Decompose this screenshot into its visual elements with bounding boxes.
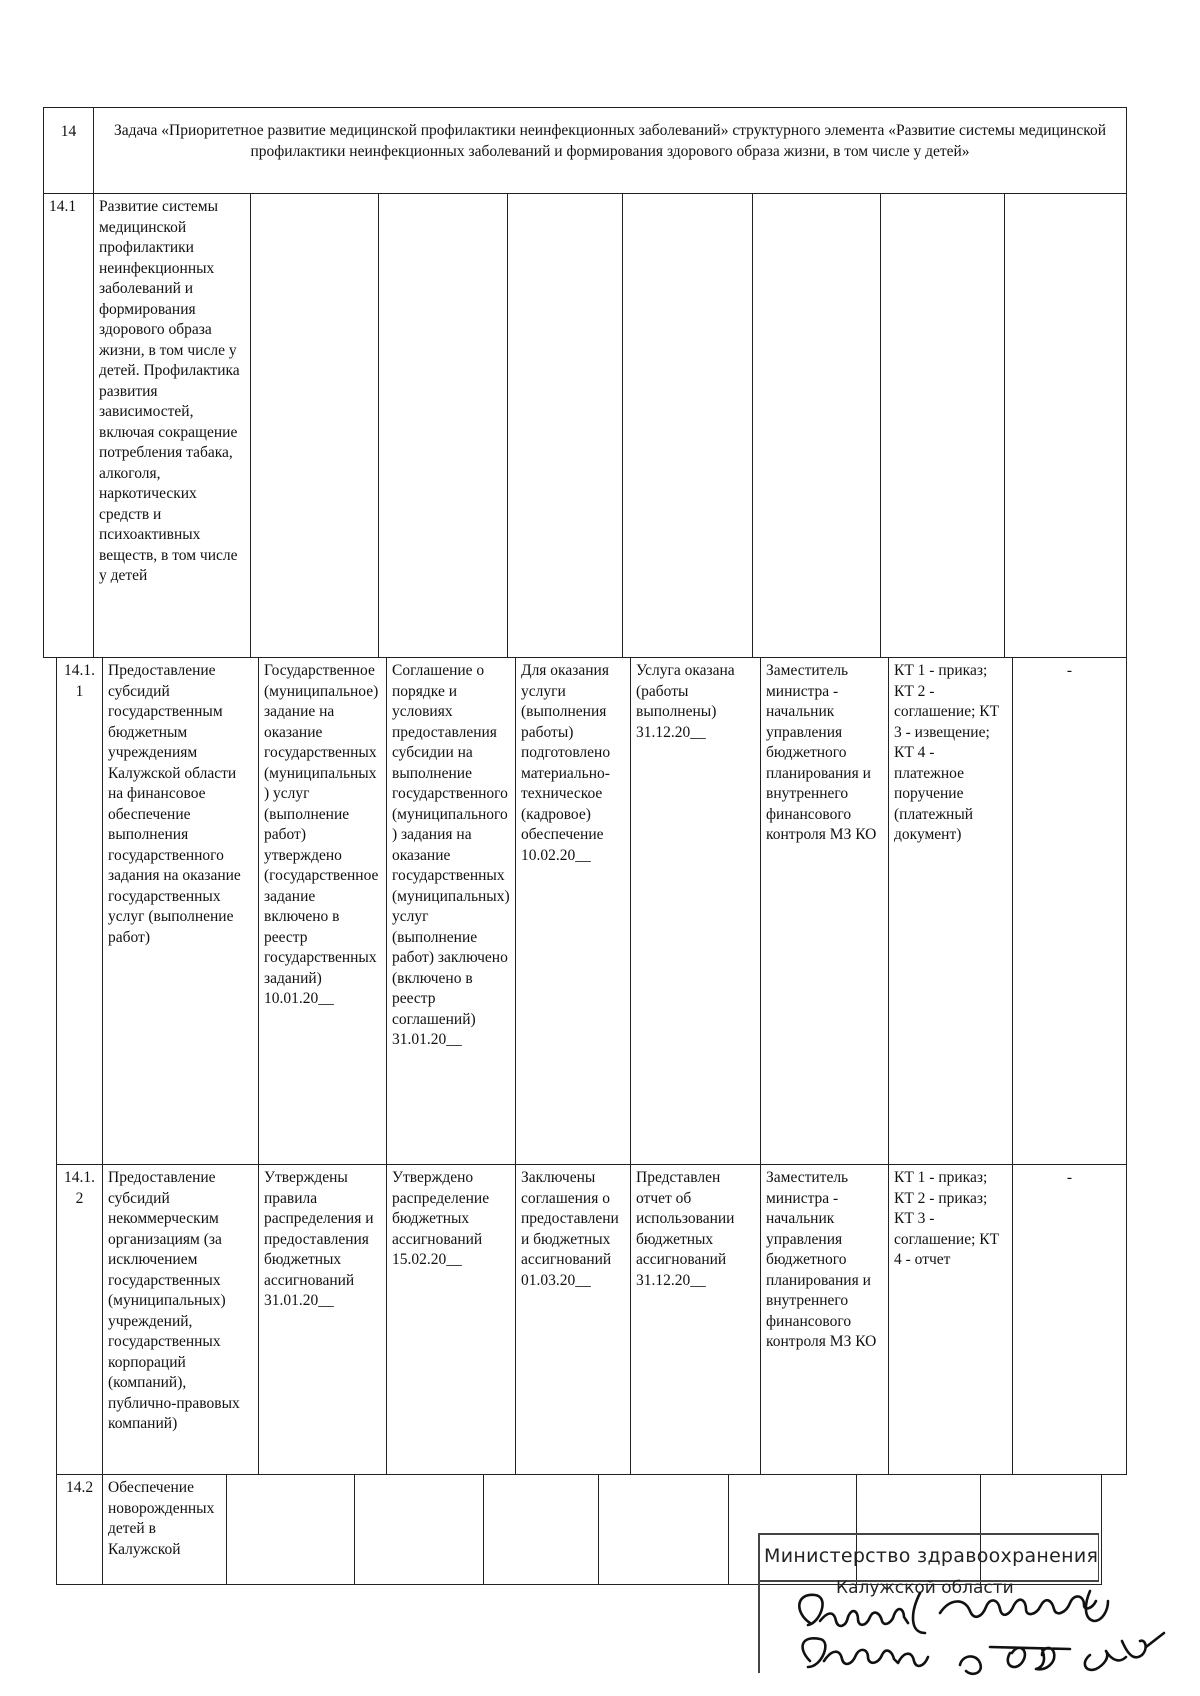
handwritten-signature bbox=[790, 1583, 1170, 1683]
stamp-frame-edge bbox=[758, 1578, 760, 1673]
event-name: Обеспечение новорожденных детей в Калужской bbox=[103, 1475, 227, 1585]
empty-cell bbox=[623, 194, 753, 658]
row-14-1-table bbox=[43, 193, 1127, 658]
event-name: Предоставление субсидий государственным бюджетным учреждениям Калужской области на финансовое обеспечение выполнения государственного задания на оказание государственных услуг (выполнение работ) bbox=[103, 658, 259, 1165]
empty-cell bbox=[355, 1475, 484, 1585]
row-14-1-2-table bbox=[56, 1164, 1127, 1475]
control-point-4: Представлен отчет об использовании бюджетных ассигнований 31.12.20__ bbox=[631, 1165, 761, 1475]
control-point-4: Услуга оказана (работы выполнены) 31.12.20__ bbox=[631, 658, 761, 1165]
row-number: 14.1.2 bbox=[57, 1165, 103, 1475]
row-number: 14 bbox=[44, 108, 94, 194]
confirming-documents: КТ 1 - приказ; КТ 2 - соглашение; КТ 3 - извещение; КТ 4 - платежное поручение (платежный документ) bbox=[889, 658, 1013, 1165]
last-column-value: - bbox=[1013, 658, 1127, 1165]
empty-cell bbox=[379, 194, 508, 658]
responsible-person: Заместитель министра - начальник управления бюджетного планирования и внутреннего финансового контроля МЗ КО bbox=[761, 1165, 889, 1475]
task-title: Задача «Приоритетное развитие медицинской профилактики неинфекционных заболеваний» структурного элемента «Развитие системы медицинской профилактики неинфекционных заболеваний и формирования здорового образа жизни, в том числе у детей» bbox=[94, 108, 1127, 194]
empty-cell bbox=[1005, 194, 1127, 658]
table-row bbox=[44, 108, 1127, 194]
row-number: 14.2 bbox=[57, 1475, 103, 1585]
event-name: Предоставление субсидий некоммерческим организациям (за исключением государственных (муниципальных) учреждений, государственных корпораций (компаний), публично-правовых компаний) bbox=[103, 1165, 259, 1475]
ministry-stamp bbox=[758, 1533, 1099, 1582]
empty-cell bbox=[753, 194, 881, 658]
control-point-2: Утверждено распределение бюджетных ассигнований 15.02.20__ bbox=[387, 1165, 516, 1475]
empty-cell bbox=[881, 194, 1005, 658]
control-point-3: Заключены соглашения о предоставлении бюджетных ассигнований 01.03.20__ bbox=[516, 1165, 631, 1475]
table-row bbox=[44, 194, 1127, 658]
row-14-1-1-table bbox=[56, 657, 1127, 1165]
stamp-line-2: Калужской области bbox=[836, 1578, 1014, 1598]
control-point-3: Для оказания услуги (выполнения работы) подготовлено материально-техническое (кадровое) обеспечение 10.02.20__ bbox=[516, 658, 631, 1165]
row-number: 14.1 bbox=[44, 194, 94, 658]
empty-cell bbox=[251, 194, 379, 658]
last-column-value: - bbox=[1013, 1165, 1127, 1475]
empty-cell bbox=[227, 1475, 355, 1585]
event-name: Развитие системы медицинской профилактики неинфекционных заболеваний и формирования здорового образа жизни, в том числе у детей. Профилактика развития зависимостей, включая сокращение потребления табака, алкоголя, наркотических средств и психоактивных веществ, в том числе у детей bbox=[94, 194, 251, 658]
responsible-person: Заместитель министра - начальник управления бюджетного планирования и внутреннего финансового контроля МЗ КО bbox=[761, 658, 889, 1165]
empty-cell bbox=[508, 194, 623, 658]
control-point-2: Соглашение о порядке и условиях предоставления субсидии на выполнение государственного (муниципального) задания на оказание государственных (муниципальных) услуг (выполнение работ) заключено (включено в реестр соглашений) 31.01.20__ bbox=[387, 658, 516, 1165]
confirming-documents: КТ 1 - приказ; КТ 2 - приказ; КТ 3 - соглашение; КТ 4 - отчет bbox=[889, 1165, 1013, 1475]
table-row bbox=[57, 1165, 1127, 1475]
control-point-1: Утверждены правила распределения и предоставления бюджетных ассигнований 31.01.20__ bbox=[259, 1165, 387, 1475]
empty-cell bbox=[484, 1475, 599, 1585]
table-row bbox=[57, 658, 1127, 1165]
task-header-table bbox=[43, 107, 1127, 194]
empty-cell bbox=[599, 1475, 729, 1585]
control-point-1: Государственное (муниципальное) задание на оказание государственных (муниципальных) услуг (выполнение работ) утверждено (государственное задание включено в реестр государственных заданий) 10.01.20__ bbox=[259, 658, 387, 1165]
stamp-line-1: Министерство здравоохранения bbox=[764, 1545, 1099, 1567]
row-number: 14.1.1 bbox=[57, 658, 103, 1165]
